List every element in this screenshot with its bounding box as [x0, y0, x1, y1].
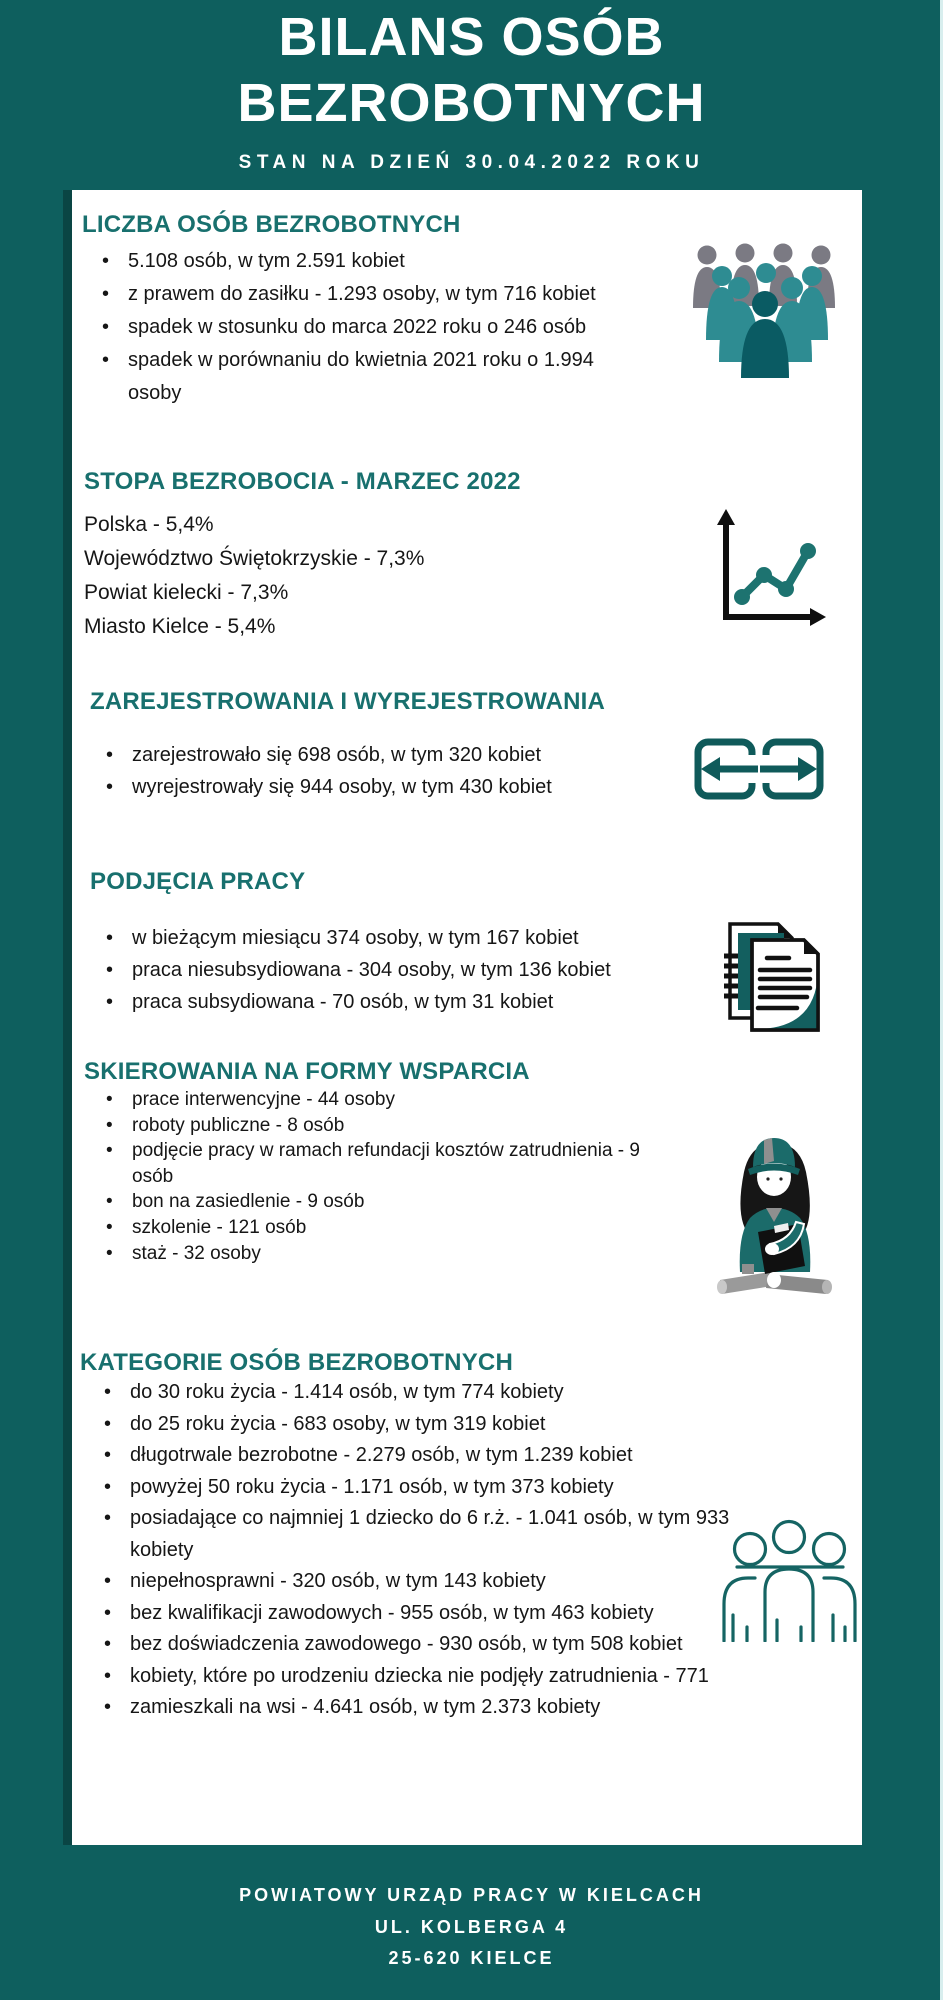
list-item: • posiadające co najmniej 1 dziecko do 6 r.ż. - 1.041 osób, w tym 933 kobiety	[94, 1503, 734, 1566]
list-item: • szkolenie - 121 osób	[96, 1215, 686, 1241]
list-item: • kobiety, które po urodzeniu dziecka nie podjęły zatrudnienia - 771	[94, 1661, 734, 1693]
transfer-arrows-icon	[694, 738, 824, 805]
section-heading-skierowania: SKIEROWANIA NA FORMY WSPARCIA	[84, 1058, 530, 1085]
skierowania-list	[96, 1087, 686, 1266]
list-item: • do 25 roku życia - 683 osoby, w tym 319 kobiet	[94, 1409, 734, 1441]
section-heading-kategorie: KATEGORIE OSÓB BEZROBOTNYCH	[80, 1349, 513, 1376]
section-heading-podjecia: PODJĘCIA PRACY	[90, 868, 306, 895]
liczba-list	[92, 245, 652, 410]
page-title: BILANS OSÓB BEZROBOTNYCH	[237, 7, 706, 133]
list-item: • roboty publiczne - 8 osób	[96, 1113, 686, 1139]
footer-address	[0, 1880, 943, 1975]
podjecia-list	[96, 922, 696, 1018]
list-item: • niepełnosprawni - 320 osób, w tym 143 kobiety	[94, 1566, 734, 1598]
list-item: • podjęcie pracy w ramach refundacji kosztów zatrudnienia - 9 osób	[96, 1138, 686, 1189]
footer-line-org: POWIATOWY URZĄD PRACY W KIELCACH	[239, 1885, 704, 1905]
line-chart-icon	[704, 505, 829, 635]
list-item: • z prawem do zasiłku - 1.293 osoby, w tym 716 kobiet	[92, 278, 652, 311]
rejestracje-list	[96, 739, 696, 803]
people-crowd-icon	[689, 240, 839, 385]
section-heading-rejestracje: ZAREJESTROWANIA I WYREJESTROWANIA	[90, 688, 606, 715]
list-item: • spadek w stosunku do marca 2022 roku o 246 osób	[92, 311, 652, 344]
stat-line: Powiat kielecki - 7,3%	[84, 581, 289, 604]
kategorie-list	[94, 1377, 734, 1724]
stopa-lines	[84, 508, 424, 644]
footer-line-city: 25-620 KIELCE	[388, 1948, 555, 1968]
female-engineer-icon	[712, 1122, 837, 1312]
list-item: • praca subsydiowana - 70 osób, w tym 31 kobiet	[96, 986, 696, 1018]
stat-line: Województwo Świętokrzyskie - 7,3%	[84, 547, 425, 570]
footer-line-street: UL. KOLBERGA 4	[374, 1916, 569, 1937]
stat-line: Polska - 5,4%	[84, 513, 214, 536]
list-item: • prace interwencyjne - 44 osoby	[96, 1087, 686, 1113]
list-item: • w bieżącym miesiącu 374 osoby, w tym 167 kobiet	[96, 922, 696, 954]
section-heading-liczba: LICZBA OSÓB BEZROBOTNYCH	[82, 211, 461, 238]
list-item: • bez doświadczenia zawodowego - 930 osób, w tym 508 kobiet	[94, 1629, 734, 1661]
list-item: • bez kwalifikacji zawodowych - 955 osób, w tym 463 kobiety	[94, 1598, 734, 1630]
list-item: • wyrejestrowały się 944 osoby, w tym 430 kobiet	[96, 771, 696, 803]
content-card	[63, 190, 862, 1845]
list-item: • praca niesubsydiowana - 304 osoby, w tym 136 kobiet	[96, 954, 696, 986]
section-heading-stopa: STOPA BEZROBOCIA - MARZEC 2022	[84, 468, 521, 495]
list-item: • staż - 32 osoby	[96, 1241, 686, 1267]
stat-line: Miasto Kielce - 5,4%	[84, 615, 276, 638]
list-item: • spadek w porównaniu do kwietnia 2021 roku o 1.994 osoby	[92, 344, 652, 410]
documents-icon	[722, 918, 832, 1041]
list-item: • bon na zasiedlenie - 9 osób	[96, 1189, 686, 1215]
list-item: • 5.108 osób, w tym 2.591 kobiet	[92, 245, 652, 278]
page-subtitle: STAN NA DZIEŃ 30.04.2022 ROKU	[238, 152, 705, 173]
team-outline-icon	[717, 1512, 862, 1647]
list-item: • powyżej 50 roku życia - 1.171 osób, w tym 373 kobiety	[94, 1472, 734, 1504]
list-item: • zamieszkali na wsi - 4.641 osób, w tym 2.373 kobiety	[94, 1692, 734, 1724]
list-item: • do 30 roku życia - 1.414 osób, w tym 774 kobiety	[94, 1377, 734, 1409]
list-item: • długotrwale bezrobotne - 2.279 osób, w tym 1.239 kobiet	[94, 1440, 734, 1472]
list-item: • zarejestrowało się 698 osób, w tym 320 kobiet	[96, 739, 696, 771]
